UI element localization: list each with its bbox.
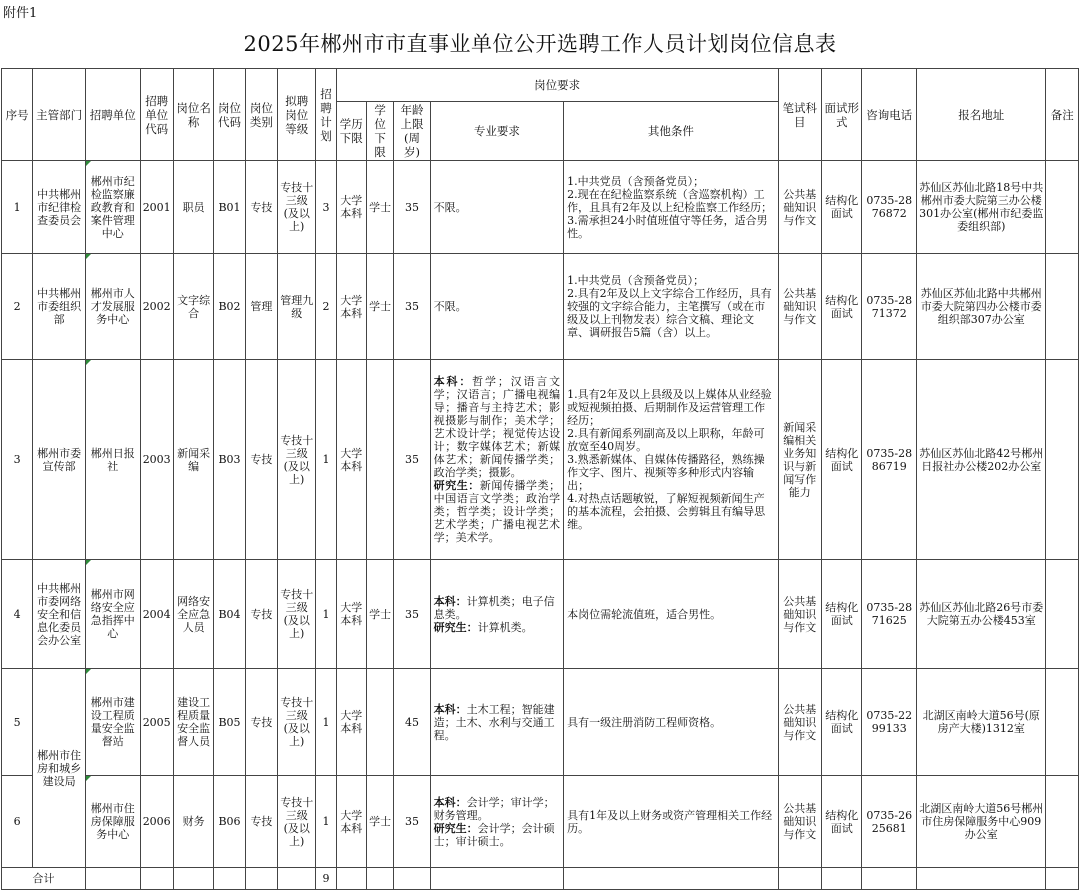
table-row	[2, 254, 1079, 360]
total-empty	[336, 868, 366, 890]
header-edu: 学历下限	[336, 102, 366, 161]
cell-unit-code: 2001	[140, 161, 173, 254]
cell-plan: 1	[316, 669, 336, 776]
cell-degree: 学士	[366, 254, 393, 360]
cell-plan: 2	[316, 254, 336, 360]
cell-unit-code: 2004	[140, 560, 173, 669]
cell-unit-code: 2006	[140, 776, 173, 868]
cell-written: 新闻采编相关业务知识与新闻写作能力	[778, 360, 821, 560]
cell-seq: 4	[2, 560, 33, 669]
cell-other	[564, 360, 778, 560]
major-ug: 会计学；审计学；财务管理。	[433, 795, 555, 822]
cell-written: 公共基础知识与作文	[778, 254, 821, 360]
cell-edu: 大学本科	[336, 560, 366, 669]
total-plan: 9	[316, 868, 336, 890]
major-ug-label: 本科：	[433, 702, 467, 716]
cell-seq: 6	[2, 776, 33, 868]
other-line: 2.现在在纪检监察系统（含巡察机构）工作，且具有2年及以上纪检监察工作经历；	[567, 187, 773, 214]
cell-interview: 结构化面试	[822, 669, 862, 776]
cell-post-type: 专技	[245, 161, 277, 254]
total-empty	[862, 868, 917, 890]
cell-interview: 结构化面试	[822, 254, 862, 360]
major-pg: 新闻传播学类；中国语言文学类；政治学类；哲学类；设计学类；艺术学类；广播电视艺术学；美术学。	[433, 479, 561, 544]
cell-edu: 大学本科	[336, 776, 366, 868]
total-row	[2, 868, 1079, 890]
cell-remark	[1046, 560, 1079, 669]
total-empty	[85, 868, 140, 890]
other-line: 具有一级注册消防工程师资格。	[567, 715, 722, 729]
cell-major: 不限。	[430, 254, 563, 360]
major-ug: 土木工程；智能建造；土木、水利与交通工程。	[433, 702, 555, 742]
cell-post-code: B05	[214, 669, 245, 776]
cell-post-code: B04	[214, 560, 245, 669]
cell-phone: 0735-2886719	[862, 360, 917, 560]
table-row	[2, 161, 1079, 254]
cell-grade: 专技十三级(及以上)	[278, 560, 316, 669]
cell-post-code: B06	[214, 776, 245, 868]
cell-grade: 专技十三级(及以上)	[278, 360, 316, 560]
cell-grade: 管理九级	[278, 254, 316, 360]
cell-unit: 郴州市网络安全应急指挥中心	[85, 560, 140, 669]
major-ug-label: 本科：	[433, 795, 467, 809]
header-requirements: 岗位要求	[336, 69, 778, 102]
cell-remark	[1046, 776, 1079, 868]
cell-address: 北湖区南岭大道56号郴州市住房保障服务中心909办公室	[917, 776, 1046, 868]
cell-plan: 1	[316, 776, 336, 868]
cell-plan: 3	[316, 161, 336, 254]
cell-age: 35	[394, 161, 430, 254]
major-ug-label: 本科：	[433, 375, 473, 388]
attachment-label: 附件1	[3, 6, 38, 21]
cell-unit-code: 2005	[140, 669, 173, 776]
cell-remark	[1046, 360, 1079, 560]
major-pg-label: 研究生：	[433, 620, 478, 634]
cell-written: 公共基础知识与作文	[778, 560, 821, 669]
cell-unit: 郴州市人才发展服务中心	[85, 254, 140, 360]
cell-major	[430, 669, 563, 776]
total-empty	[394, 868, 430, 890]
cell-post-name: 新闻采编	[173, 360, 213, 560]
cell-major: 不限。	[430, 161, 563, 254]
cell-other	[564, 669, 778, 776]
cell-edu: 大学本科	[336, 254, 366, 360]
other-line: 3.熟悉新媒体、自媒体传播路径，熟练操作文字、图片、视频等多种形式内容输出；	[567, 453, 765, 492]
position-table	[1, 68, 1079, 890]
total-empty	[778, 868, 821, 890]
cell-phone: 0735-2876872	[862, 161, 917, 254]
cell-dept: 郴州市住房和城乡建设局	[33, 669, 86, 868]
total-empty	[245, 868, 277, 890]
cell-major	[430, 560, 563, 669]
cell-other	[564, 560, 778, 669]
cell-post-code: B03	[214, 360, 245, 560]
header-post-type: 岗位类别	[245, 69, 277, 161]
cell-unit-code: 2002	[140, 254, 173, 360]
header-other: 其他条件	[564, 102, 778, 161]
other-line: 3.需承担24小时值班值守等任务，适合男性。	[567, 213, 768, 240]
header-phone: 咨询电话	[862, 69, 917, 161]
page-title: 2025年郴州市市直事业单位公开选聘工作人员计划岗位信息表	[243, 32, 837, 56]
cell-interview: 结构化面试	[822, 360, 862, 560]
total-empty	[822, 868, 862, 890]
cell-age: 45	[394, 669, 430, 776]
total-empty	[430, 868, 563, 890]
other-line: 2.具有2年及以上文字综合工作经历，具有较强的文字综合能力，主笔撰写（或在市级及以上刊物发表）综合文稿、理论文章、调研报告5篇（含）以上。	[567, 287, 772, 339]
cell-seq: 1	[2, 161, 33, 254]
cell-seq: 3	[2, 360, 33, 560]
cell-other	[564, 776, 778, 868]
cell-dept: 中共郴州市委组织部	[33, 254, 86, 360]
major-pg-label: 研究生：	[433, 479, 480, 492]
cell-unit: 郴州日报社	[85, 360, 140, 560]
cell-unit: 郴州市纪检监察廉政教育和案件管理中心	[85, 161, 140, 254]
cell-plan: 1	[316, 360, 336, 560]
cell-post-code: B02	[214, 254, 245, 360]
other-line: 本岗位需轮流值班，适合男性。	[567, 607, 722, 621]
cell-major	[430, 360, 563, 560]
cell-interview: 结构化面试	[822, 776, 862, 868]
cell-written: 公共基础知识与作文	[778, 776, 821, 868]
other-line: 4.对热点话题敏锐，了解短视频新闻生产的基本流程，会拍摄、会剪辑且有编导思维。	[567, 492, 766, 531]
cell-interview: 结构化面试	[822, 560, 862, 669]
cell-dept: 中共郴州市委网络安全和信息化委员会办公室	[33, 560, 86, 669]
cell-post-type: 专技	[245, 360, 277, 560]
header-row-1	[2, 69, 1079, 102]
cell-age: 35	[394, 254, 430, 360]
other-line: 1.具有2年及以上县级及以上媒体从业经验或短视频拍摄、后期制作及运营管理工作经历；	[567, 388, 772, 427]
cell-grade: 专技十三级(及以上)	[278, 669, 316, 776]
other-line: 2.具有新闻系列副高及以上职称，年龄可放宽至40周岁。	[567, 427, 765, 453]
cell-remark	[1046, 254, 1079, 360]
total-empty	[917, 868, 1046, 890]
cell-address: 苏仙区苏仙北路42号郴州日报社办公楼202办公室	[917, 360, 1046, 560]
cell-unit-code: 2003	[140, 360, 173, 560]
header-seq: 序号	[2, 69, 33, 161]
header-dept: 主管部门	[33, 69, 86, 161]
major-ug: 计算机类；电子信息类。	[433, 594, 555, 621]
cell-degree: 学士	[366, 161, 393, 254]
header-written: 笔试科目	[778, 69, 821, 161]
major-ug: 哲学；汉语言文学；汉语言；广播电视编导；播音与主持艺术；影视摄影与制作；美术学；艺术设计学；视觉传达设计；数字媒体艺术；新媒体艺术；新闻传播学类；政治学类；摄影。	[433, 375, 561, 479]
header-interview: 面试形式	[822, 69, 862, 161]
cell-degree: 学士	[366, 560, 393, 669]
header-unit: 招聘单位	[85, 69, 140, 161]
major-ug-label: 本科：	[433, 594, 467, 608]
cell-post-type: 管理	[245, 254, 277, 360]
cell-address: 苏仙区苏仙北路18号中共郴州市委大院第三办公楼301办公室(郴州市纪委监委组织部)	[917, 161, 1046, 254]
major-pg: 计算机类。	[477, 620, 533, 634]
cell-age: 35	[394, 360, 430, 560]
other-line: 具有1年及以上财务或资产管理相关工作经历。	[567, 808, 773, 835]
total-empty	[278, 868, 316, 890]
cell-phone: 0735-2625681	[862, 776, 917, 868]
total-label: 合计	[2, 868, 86, 890]
cell-address: 苏仙区苏仙北路中共郴州市委大院第四办公楼市委组织部307办公室	[917, 254, 1046, 360]
total-empty	[1046, 868, 1079, 890]
header-degree: 学位下限	[366, 102, 393, 161]
major-pg: 会计学；会计硕士；审计硕士。	[433, 821, 555, 848]
cell-post-code: B01	[214, 161, 245, 254]
cell-post-name: 财务	[173, 776, 213, 868]
header-age: 年龄上限(周岁)	[394, 102, 430, 161]
cell-post-type: 专技	[245, 669, 277, 776]
header-post-name: 岗位名称	[173, 69, 213, 161]
cell-seq: 2	[2, 254, 33, 360]
cell-post-type: 专技	[245, 560, 277, 669]
cell-address: 苏仙区苏仙北路26号市委大院第五办公楼453室	[917, 560, 1046, 669]
cell-edu: 大学本科	[336, 669, 366, 776]
cell-age: 35	[394, 776, 430, 868]
cell-major	[430, 776, 563, 868]
table-row	[2, 669, 1079, 776]
cell-remark	[1046, 669, 1079, 776]
header-grade: 拟聘岗位等级	[278, 69, 316, 161]
cell-unit: 郴州市建设工程质量安全监督站	[85, 669, 140, 776]
cell-seq: 5	[2, 669, 33, 776]
cell-address: 北湖区南岭大道56号(原房产大楼)1312室	[917, 669, 1046, 776]
total-empty	[173, 868, 213, 890]
other-line: 1.中共党员（含预备党员）；	[567, 174, 705, 188]
cell-edu: 大学本科	[336, 360, 366, 560]
cell-plan: 1	[316, 560, 336, 669]
cell-degree	[366, 360, 393, 560]
total-empty	[140, 868, 173, 890]
header-remark: 备注	[1046, 69, 1079, 161]
cell-phone: 0735-2871372	[862, 254, 917, 360]
header-address: 报名地址	[917, 69, 1046, 161]
cell-grade: 专技十三级(及以上)	[278, 161, 316, 254]
cell-post-name: 文字综合	[173, 254, 213, 360]
cell-post-name: 职员	[173, 161, 213, 254]
header-post-code: 岗位代码	[214, 69, 245, 161]
table-row	[2, 560, 1079, 669]
header-unit-code: 招聘单位代码	[140, 69, 173, 161]
cell-remark	[1046, 161, 1079, 254]
cell-other	[564, 254, 778, 360]
cell-other	[564, 161, 778, 254]
cell-written: 公共基础知识与作文	[778, 161, 821, 254]
other-line: 1.中共党员（含预备党员）；	[567, 274, 705, 287]
total-empty	[564, 868, 778, 890]
cell-post-type: 专技	[245, 776, 277, 868]
cell-phone: 0735-2299133	[862, 669, 917, 776]
cell-degree	[366, 669, 393, 776]
table-row	[2, 360, 1079, 560]
cell-unit: 郴州市住房保障服务中心	[85, 776, 140, 868]
cell-age: 35	[394, 560, 430, 669]
cell-interview: 结构化面试	[822, 161, 862, 254]
total-empty	[214, 868, 245, 890]
cell-post-name: 网络安全应急人员	[173, 560, 213, 669]
header-major: 专业要求	[430, 102, 563, 161]
table-row	[2, 776, 1079, 868]
cell-degree: 学士	[366, 776, 393, 868]
cell-edu: 大学本科	[336, 161, 366, 254]
cell-dept: 郴州市委宣传部	[33, 360, 86, 560]
major-pg-label: 研究生：	[433, 821, 478, 835]
cell-written: 公共基础知识与作文	[778, 669, 821, 776]
cell-dept: 中共郴州市纪律检查委员会	[33, 161, 86, 254]
cell-grade: 专技十三级(及以上)	[278, 776, 316, 868]
header-plan: 招聘计划	[316, 69, 336, 161]
cell-phone: 0735-2871625	[862, 560, 917, 669]
cell-post-name: 建设工程质量安全监督人员	[173, 669, 213, 776]
total-empty	[366, 868, 393, 890]
